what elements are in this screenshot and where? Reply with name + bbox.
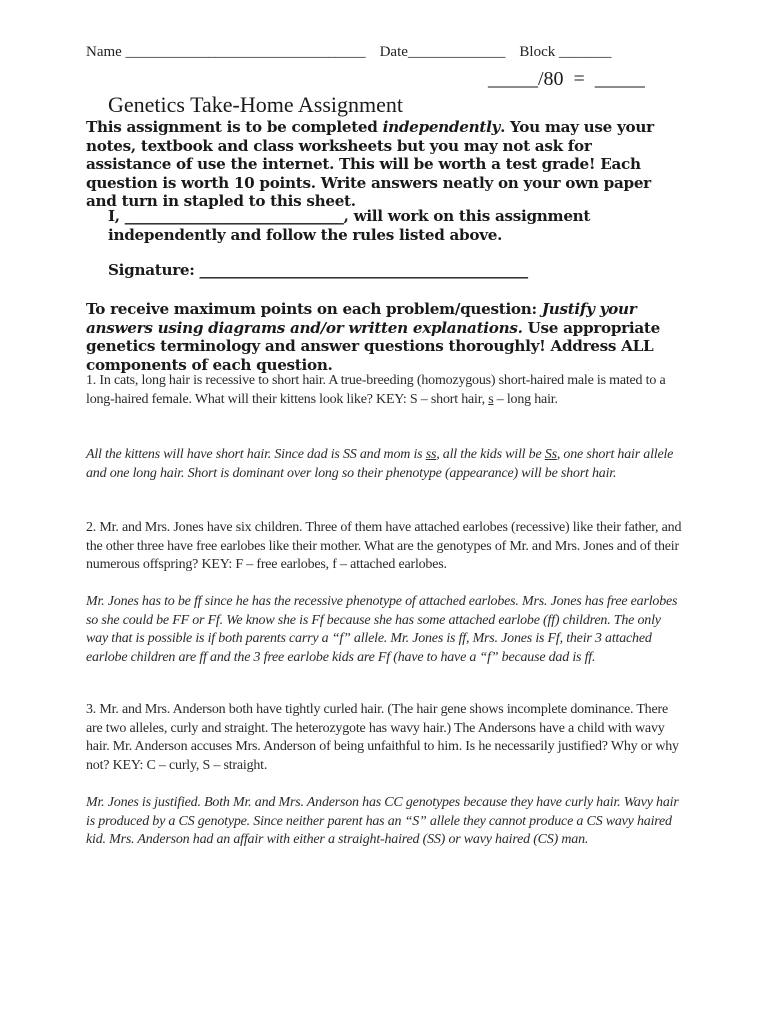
block-line: Block _______ <box>519 44 612 60</box>
pledge-statement: I, ______________________________, will work on this assignment independently and follow the rules listed above. <box>108 207 591 244</box>
instructions-emphasis: Justify your answers using diagrams and/or written explanations. <box>86 300 637 337</box>
intro-paragraph <box>86 118 666 211</box>
answer-2: Mr. Jones has to be ff since he has the recessive phenotype of attached earlobes. Mrs. Jones has free earlobes so she could be FF or Ff. We know she is Ff because she has some attached earlobe (ff) children. The only way that is possible is if both parents carry a “f” allele. Mr. Jones is ff, Mrs. Jones is Ff, their 3 attached earlobe children are ff and the 3 free earlobe kids are Ff (have to have a “f” because dad is ff. <box>86 594 678 665</box>
answer-1-underlined-2: Ss <box>544 447 557 462</box>
question-1-underlined: s <box>488 391 494 407</box>
answer-1 <box>86 446 686 483</box>
instructions-text-rest: Use appropriate genetics terminology and answer questions thoroughly! Address ALL components of each question. <box>86 318 660 374</box>
answer-1-text: All the kittens will have short hair. Since dad is SS and mom is <box>86 447 426 462</box>
answer-1-underlined: ss <box>425 447 437 462</box>
date-line: Date_____________ <box>379 44 506 60</box>
signature-line: Signature: _____________________________________________ <box>108 261 528 279</box>
intro-emphasis: independently <box>382 118 501 136</box>
question-2: 2. Mr. and Mrs. Jones have six children. Three of them have attached earlobes (recessive) like their father, and the other three have free earlobes like their mother. What are the genotypes of Mr. and Mrs. Jones and of their numerous offspring? KEY: F – free earlobes, f – attached earlobes. <box>86 520 682 572</box>
question-3: 3. Mr. and Mrs. Anderson both have tightly curled hair. (The hair gene shows incomplete dominance. There are two alleles, curly and straight. The heterozygote has wavy hair.) The Andersons have a child with wavy hair. Mr. Anderson accuses Mrs. Anderson of being unfaithful to him. Is he necessarily justified? Why or why not? KEY: C – curly, S – straight. <box>86 702 679 773</box>
question-1 <box>86 372 686 409</box>
question-1-text-rest: – long hair. <box>493 391 558 407</box>
score-line: _____/80 = _____ <box>488 68 645 90</box>
answer-3: Mr. Jones is justified. Both Mr. and Mrs. Anderson has CC genotypes because they have curly hair. Wavy hair is produced by a CS genotype. Since neither parent has an “S” allele they cannot produce a CS wavy haired kid. Mrs. Anderson had an affair with either a straight-haired (SS) or wavy haired (CS) man. <box>86 795 679 847</box>
header-row <box>86 44 666 61</box>
question-1-text: 1. In cats, long hair is recessive to short hair. A true-breeding (homozygous) short-haired male is mated to a long-haired female. What will their kittens look like? KEY: S – short hair, <box>86 373 666 407</box>
page-title: Genetics Take-Home Assignment <box>108 92 403 117</box>
instructions-paragraph <box>86 300 686 374</box>
answer-1-text-2: , all the kids will be <box>436 447 545 462</box>
intro-text: This assignment is to be completed <box>86 118 383 136</box>
intro-text-rest: . You may use your notes, textbook and class worksheets but you may not ask for assistance of use the internet. This will be worth a test grade! Each question is worth 10 points. Write answers neatly on your own paper and turn in stapled to this sheet. <box>86 118 654 210</box>
instructions-text: To receive maximum points on each problem/question: <box>86 300 542 318</box>
answer-1-text-3: , one short hair allele and one long hair. Short is dominant over long so their phenotype (appearance) will be short hair. <box>86 447 674 481</box>
name-line: Name ________________________________ <box>86 44 366 60</box>
